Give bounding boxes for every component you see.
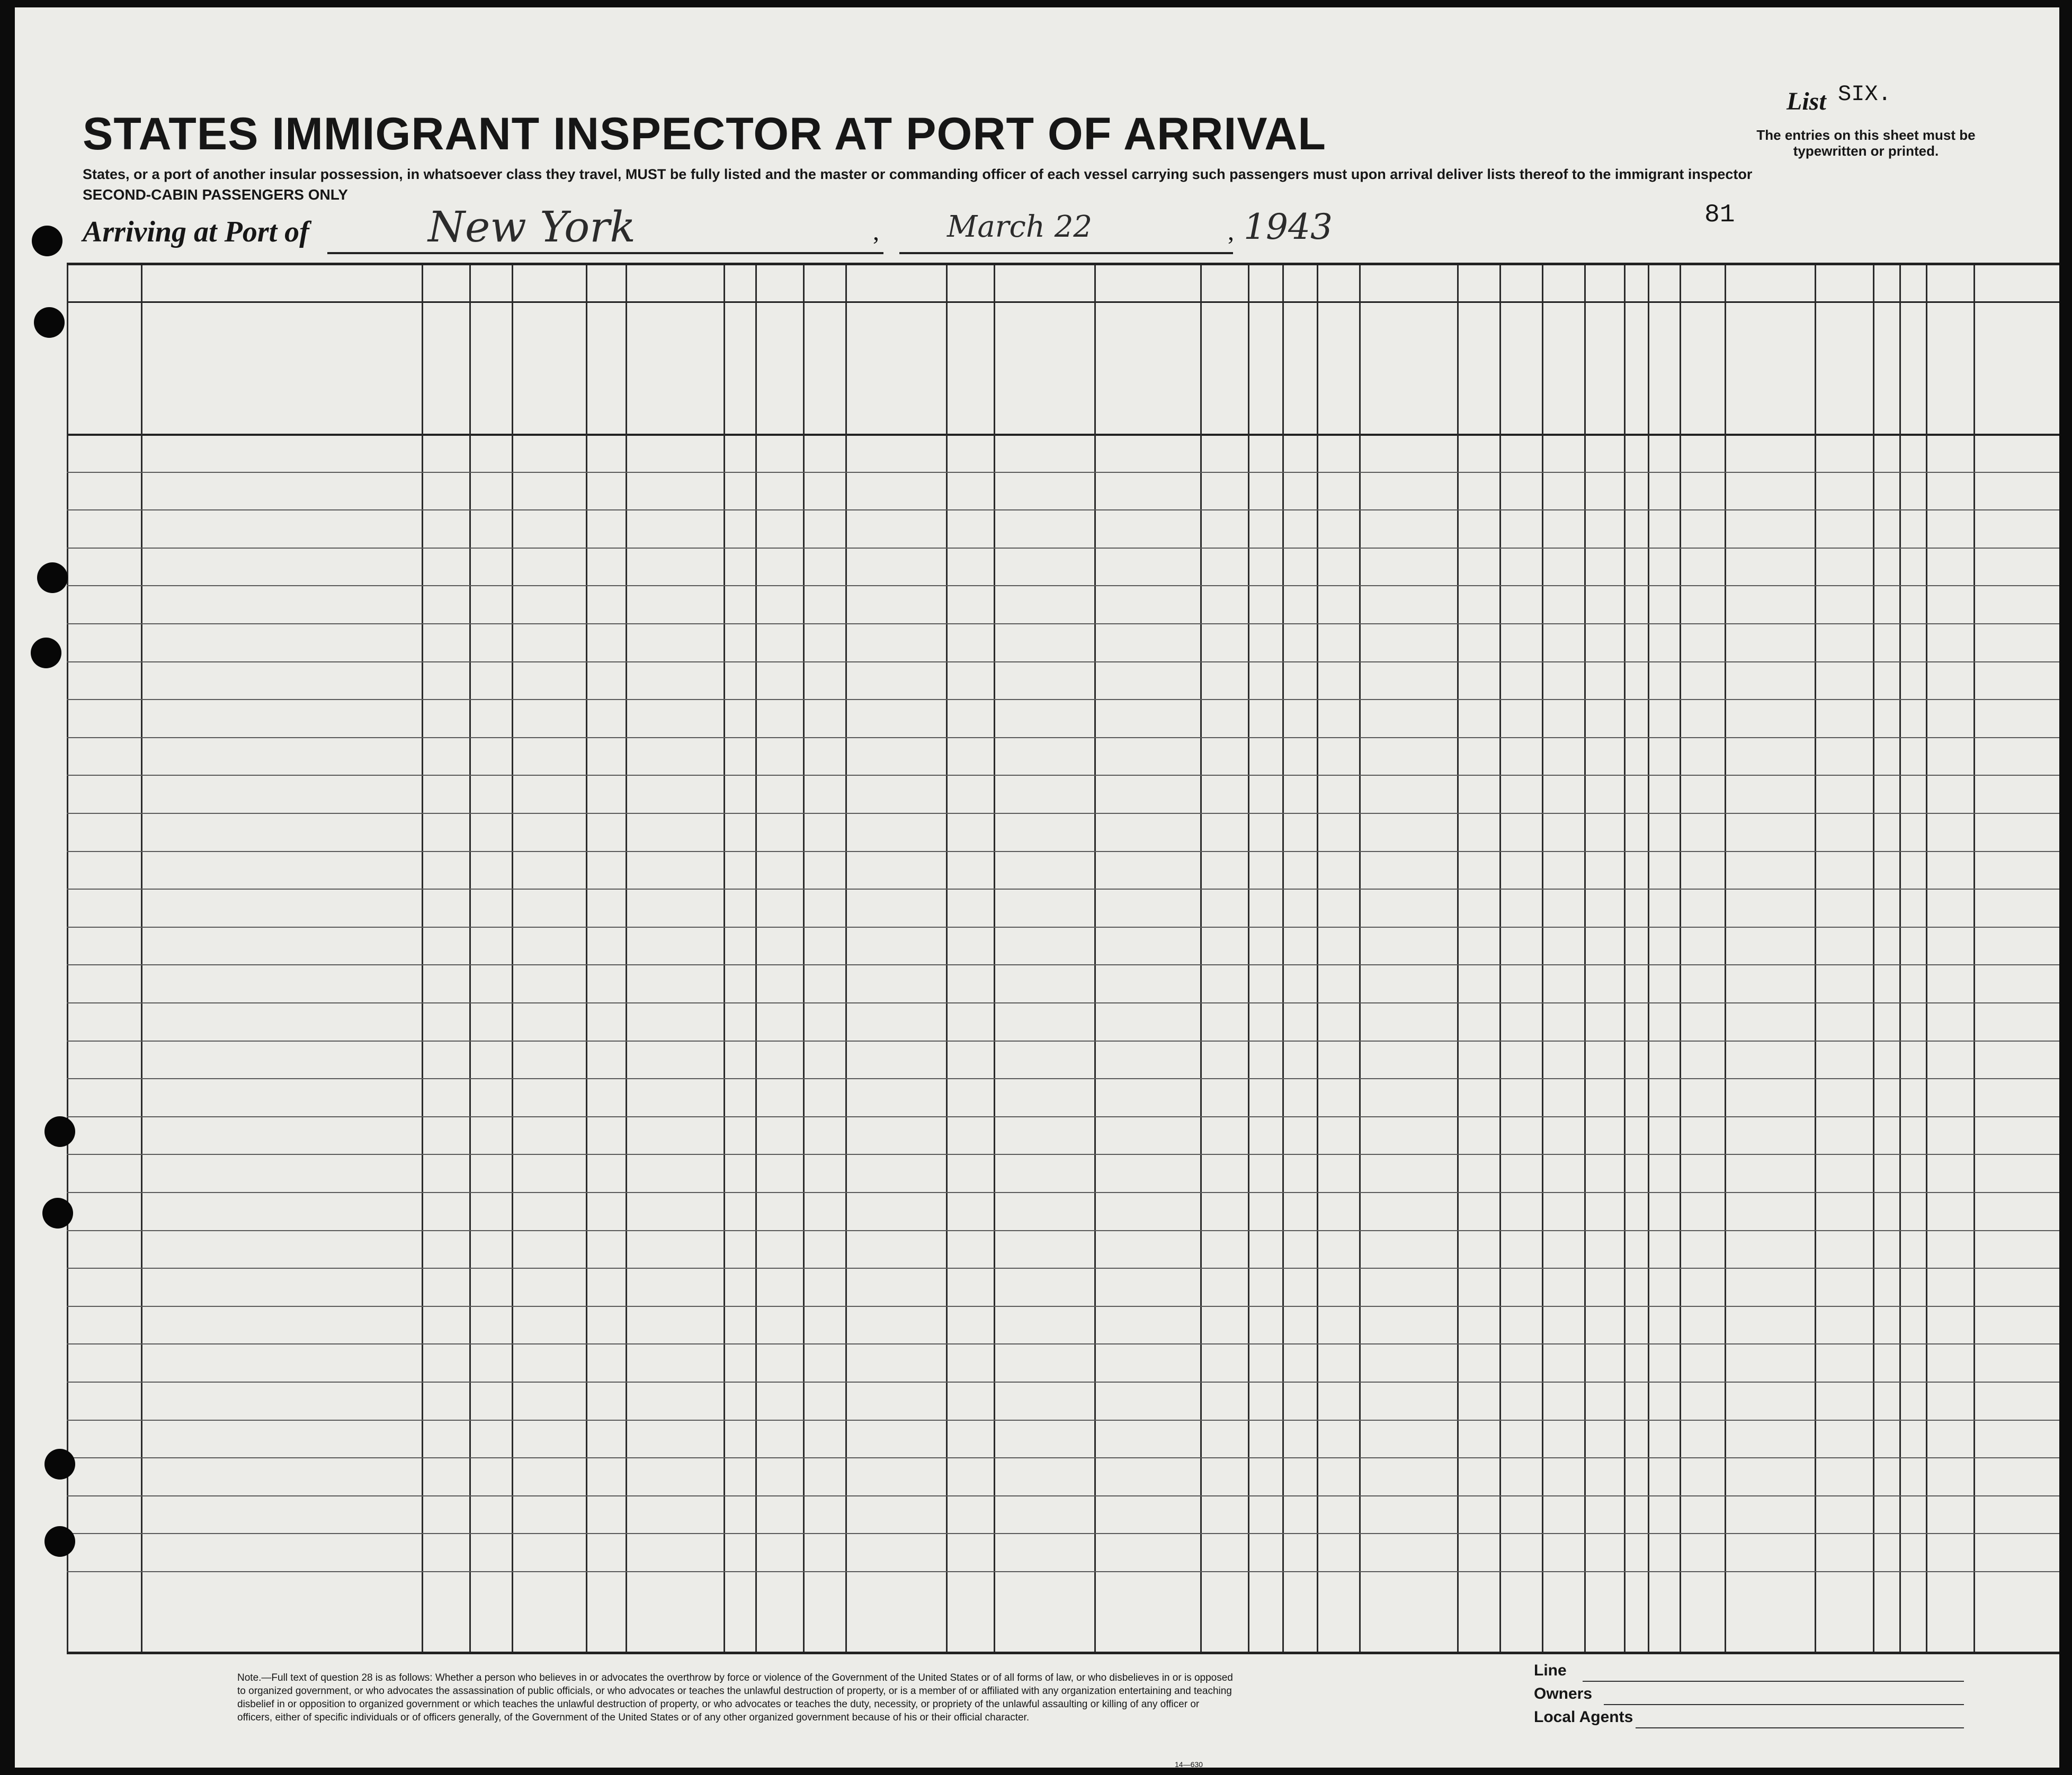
row-line	[67, 1306, 2059, 1307]
form-instructions: States, or a port of another insular possession, in whatsoever class they travel, MUST be fully listed and the master or commanding officer of each vessel carrying such passengers must upon arrival deliver lists thereof to the immigrant inspector	[83, 166, 1753, 182]
header-divider	[67, 301, 2059, 303]
year-handwritten: 1943	[1244, 207, 1333, 247]
column-line	[755, 265, 757, 1652]
row-line	[67, 585, 2059, 586]
row-line	[67, 1078, 2059, 1079]
row-line	[67, 775, 2059, 776]
row-line	[67, 1533, 2059, 1534]
column-line	[994, 265, 995, 1652]
column-line	[586, 265, 587, 1652]
date-underline	[899, 252, 1233, 254]
row-line	[67, 509, 2059, 510]
row-line	[67, 927, 2059, 928]
column-line	[141, 265, 142, 1652]
column-line	[626, 265, 627, 1652]
column-line	[1094, 265, 1096, 1652]
agents-label: Local Agents	[1534, 1708, 1633, 1726]
row-line	[67, 699, 2059, 700]
manifest-sheet	[15, 7, 2059, 1768]
column-line	[1648, 265, 1649, 1652]
column-line	[803, 265, 805, 1652]
row-line	[67, 1495, 2059, 1496]
row-line	[67, 1116, 2059, 1117]
column-line	[1317, 265, 1318, 1652]
column-line	[1725, 265, 1726, 1652]
row-line	[67, 1230, 2059, 1231]
column-header	[1628, 309, 1645, 429]
port-underline	[327, 252, 883, 254]
typewritten-note: The entries on this sheet must be typewritten or printed.	[1756, 127, 1976, 159]
row-line	[67, 1571, 2059, 1572]
column-header	[1461, 309, 1496, 429]
column-line	[946, 265, 948, 1652]
column-header	[1287, 309, 1314, 429]
punch-hole	[31, 638, 61, 668]
agents-underline	[1636, 1727, 1964, 1728]
column-line	[1359, 265, 1361, 1652]
punch-hole	[44, 1526, 75, 1557]
row-line	[67, 1420, 2059, 1421]
column-header	[1546, 309, 1581, 429]
column-line	[724, 265, 725, 1652]
form-number: 14—630	[1175, 1760, 1203, 1769]
row-line	[67, 661, 2059, 662]
row-line	[67, 623, 2059, 624]
list-label: List	[1787, 87, 1826, 115]
row-line	[67, 889, 2059, 890]
body-divider	[67, 434, 2059, 436]
column-header	[1588, 309, 1621, 429]
column-line	[1624, 265, 1626, 1652]
comma-mark-2: ,	[1228, 218, 1234, 246]
row-line	[67, 1457, 2059, 1458]
line-label: Line	[1534, 1662, 1567, 1679]
column-header	[1504, 309, 1539, 429]
column-line	[1973, 265, 1975, 1652]
row-line	[67, 548, 2059, 549]
passenger-class-label: SECOND-CABIN PASSENGERS ONLY	[83, 186, 348, 203]
punch-hole	[44, 1116, 75, 1147]
row-line	[67, 1192, 2059, 1193]
row-line	[67, 1343, 2059, 1344]
punch-hole	[32, 226, 62, 256]
column-line	[1542, 265, 1543, 1652]
port-handwritten: New York	[428, 202, 636, 252]
column-header	[590, 309, 622, 429]
line-underline	[1583, 1681, 1964, 1682]
column-line	[1499, 265, 1501, 1652]
arriving-port-label: Arriving at Port of	[83, 216, 309, 248]
row-line	[67, 737, 2059, 738]
column-line	[1873, 265, 1874, 1652]
row-line	[67, 1382, 2059, 1383]
row-line	[67, 851, 2059, 852]
column-line	[1282, 265, 1284, 1652]
list-value: SIX.	[1838, 82, 1891, 107]
manifest-table	[67, 263, 2059, 1654]
column-line	[1457, 265, 1459, 1652]
column-line	[512, 265, 513, 1652]
column-line	[845, 265, 847, 1652]
column-header	[1321, 309, 1356, 429]
column-line	[1899, 265, 1901, 1652]
column-subheader	[1203, 329, 1246, 429]
column-line	[1248, 265, 1249, 1652]
row-line	[67, 1154, 2059, 1155]
owners-label: Owners	[1534, 1685, 1593, 1702]
punch-hole	[44, 1449, 75, 1480]
column-line	[1584, 265, 1586, 1652]
owners-underline	[1604, 1704, 1964, 1705]
row-line	[67, 1041, 2059, 1042]
punch-hole	[34, 307, 65, 338]
column-line	[469, 265, 471, 1652]
page-number: 81	[1704, 201, 1735, 229]
row-line	[67, 1002, 2059, 1003]
punch-hole	[42, 1198, 73, 1229]
column-line	[1680, 265, 1681, 1652]
row-line	[67, 1268, 2059, 1269]
column-line	[67, 265, 68, 1652]
date-handwritten: March 22	[947, 210, 1092, 244]
column-line	[1200, 265, 1202, 1652]
row-line	[67, 472, 2059, 473]
punch-hole	[37, 562, 68, 593]
comma-mark: ,	[873, 218, 879, 246]
column-line	[1815, 265, 1816, 1652]
column-line	[422, 265, 423, 1652]
question-28-note: Note.—Full text of question 28 is as follows: Whether a person who believes in or advocates the overthrow by force or violence of the Government of the United States or of all forms of law, or who disbelieves in or is opposed to organized government, or who advocates the assassination of public officials, or who advocates or teaches the unlawful destruction of property, or is a member of or affiliated with any organization entertaining and teaching disbelief in or opposition to organized government or which teaches the unlawful destruction of property, or who advocates or teaches the duty, necessity, or propriety of the unlawful assaulting or killing of any officer or officers, either of specific individuals or of officers generally, of the Government of the United States or of any other organized government because of his or their official character.	[237, 1672, 1233, 1723]
form-title: STATES IMMIGRANT INSPECTOR AT PORT OF ARRIVAL	[83, 109, 1326, 159]
row-line	[67, 964, 2059, 965]
column-line	[1926, 265, 1927, 1652]
column-subheader	[1250, 329, 1282, 429]
column-header	[728, 309, 752, 429]
row-line	[67, 813, 2059, 814]
